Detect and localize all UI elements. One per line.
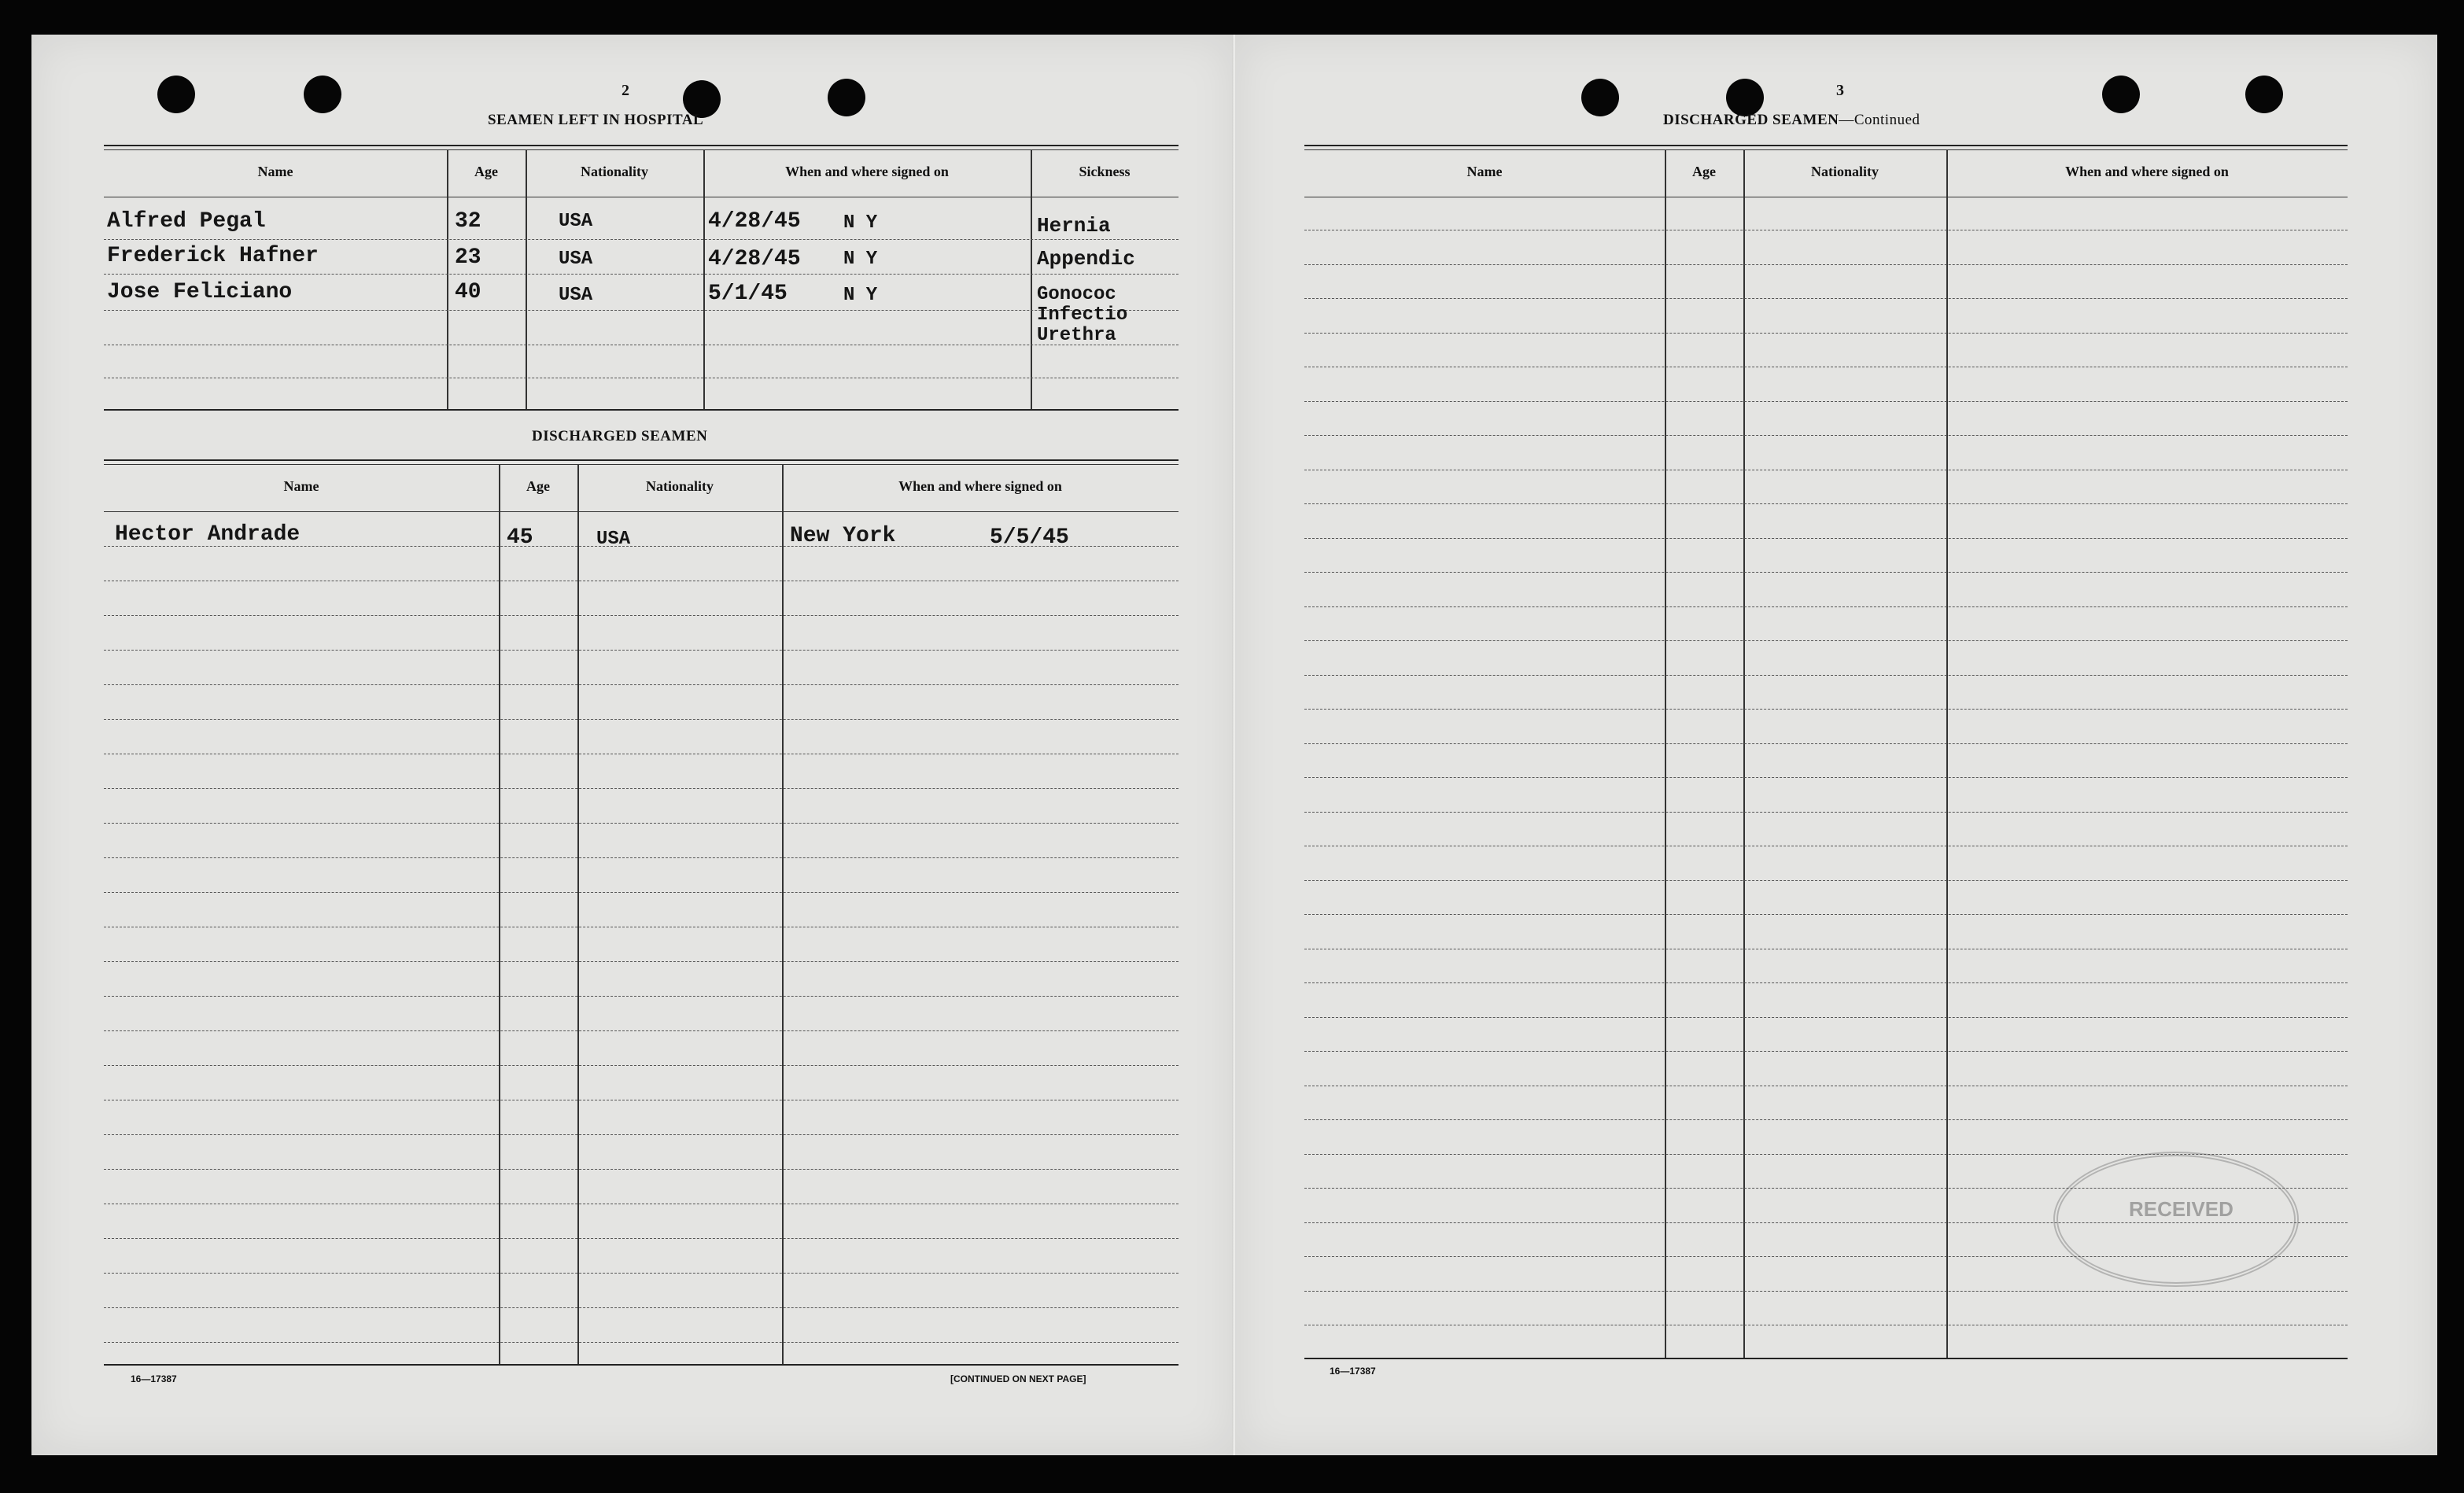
right-page <box>1235 35 2437 1455</box>
ruled-line <box>104 1030 1179 1031</box>
signed-on-place: N Y <box>843 212 878 234</box>
hospital-section-title: SEAMEN LEFT IN HOSPITAL <box>488 112 704 128</box>
signed-on-date: 5/1/45 <box>708 282 788 306</box>
signed-on-date: 4/28/45 <box>708 209 801 234</box>
page-number: 3 <box>1836 82 1844 99</box>
ruled-line <box>1304 709 2348 710</box>
title-main: DISCHARGED SEAMEN <box>1663 112 1839 128</box>
punch-hole <box>2102 76 2140 113</box>
ruled-line <box>1304 812 2348 813</box>
ruled-line <box>1304 538 2348 539</box>
ruled-line <box>104 1134 1179 1135</box>
ruled-line <box>1304 1051 2348 1052</box>
ruled-line <box>1304 264 2348 265</box>
left-page <box>31 35 1235 1455</box>
seaman-name: Hector Andrade <box>115 522 301 547</box>
ruled-line <box>1304 982 2348 983</box>
punch-hole <box>1726 79 1764 116</box>
ruled-line <box>1304 914 2348 915</box>
ruled-line <box>1304 1291 2348 1292</box>
ruled-line <box>104 1169 1179 1170</box>
col-header-signed-on: When and where signed on <box>2065 164 2229 179</box>
received-stamp <box>2053 1152 2299 1287</box>
seaman-age: 23 <box>455 245 481 270</box>
page-number: 2 <box>622 82 629 99</box>
seaman-nationality: USA <box>559 285 593 306</box>
signed-on-place: N Y <box>843 249 878 270</box>
col-header-nationality: Nationality <box>1810 164 1879 179</box>
continued-note: [CONTINUED ON NEXT PAGE] <box>950 1373 1086 1384</box>
col-header-sickness: Sickness <box>1079 164 1131 179</box>
form-number: 16—17387 <box>1330 1366 1376 1377</box>
seaman-age: 32 <box>455 209 481 234</box>
ruled-line <box>1304 401 2348 402</box>
seaman-age: 40 <box>455 280 481 304</box>
hospital-table <box>104 145 1179 444</box>
ruled-line <box>104 788 1179 789</box>
ruled-line <box>1304 880 2348 881</box>
ruled-line <box>1304 1017 2348 1018</box>
ruled-line <box>1304 572 2348 573</box>
title-suffix: —Continued <box>1839 112 1920 128</box>
seaman-nationality: USA <box>596 529 631 550</box>
ruled-line <box>104 1065 1179 1066</box>
ruled-line <box>104 823 1179 824</box>
col-header-nationality: Nationality <box>645 478 714 494</box>
ruled-line <box>104 1307 1179 1308</box>
col-header-signed-on: When and where signed on <box>898 478 1062 494</box>
ruled-line <box>104 684 1179 685</box>
ruled-line <box>104 996 1179 997</box>
sickness: Hernia <box>1037 214 1111 238</box>
ruled-line <box>1304 777 2348 778</box>
ruled-line <box>104 857 1179 858</box>
signed-on-date: 5/5/45 <box>990 525 1069 550</box>
col-header-signed-on: When and where signed on <box>785 164 949 179</box>
col-header-age: Age <box>474 164 498 179</box>
col-header-name: Name <box>283 478 319 494</box>
punch-hole <box>1581 79 1619 116</box>
ruled-line <box>1304 743 2348 744</box>
col-header-age: Age <box>526 478 550 494</box>
ruled-line <box>104 650 1179 651</box>
col-header-name: Name <box>1466 164 1503 179</box>
seaman-name: Frederick Hafner <box>107 244 319 268</box>
col-header-age: Age <box>1692 164 1716 179</box>
punch-hole <box>828 79 865 116</box>
discharged-continued-title <box>1663 112 1920 129</box>
form-number: 16—17387 <box>131 1373 177 1384</box>
seaman-name: Jose Feliciano <box>107 280 293 304</box>
signed-on-place: New York <box>790 524 896 548</box>
ruled-line <box>1304 435 2348 436</box>
seaman-nationality: USA <box>559 211 593 232</box>
signed-on-date: 4/28/45 <box>708 247 801 271</box>
sickness: Appendic <box>1037 247 1135 271</box>
ruled-line <box>1304 503 2348 504</box>
ruled-line <box>104 892 1179 893</box>
seaman-nationality: USA <box>559 249 593 270</box>
col-header-name: Name <box>257 164 293 179</box>
signed-on-place: N Y <box>843 285 878 306</box>
ruled-line <box>1304 333 2348 334</box>
ruled-line <box>104 961 1179 962</box>
seaman-age: 45 <box>507 525 533 550</box>
discharged-section-title: DISCHARGED SEAMEN <box>532 428 708 444</box>
col-header-nationality: Nationality <box>580 164 648 179</box>
ruled-line <box>1304 1119 2348 1120</box>
punch-hole <box>157 76 195 113</box>
ruled-line <box>1304 640 2348 641</box>
ruled-line <box>104 1273 1179 1274</box>
ruled-line <box>1304 298 2348 299</box>
ruled-line <box>1304 675 2348 676</box>
ruled-line <box>104 719 1179 720</box>
ruled-line <box>104 1238 1179 1239</box>
stamp-text: RECEIVED <box>2129 1197 2233 1221</box>
ruled-line <box>1304 606 2348 607</box>
punch-hole <box>304 76 341 113</box>
punch-hole <box>2245 76 2283 113</box>
discharged-table <box>104 459 1179 1403</box>
seaman-name: Alfred Pegal <box>107 209 266 234</box>
ruled-line <box>104 1342 1179 1343</box>
sickness: Gonococ Infectio Urethra <box>1037 285 1128 346</box>
ruled-line <box>104 615 1179 616</box>
